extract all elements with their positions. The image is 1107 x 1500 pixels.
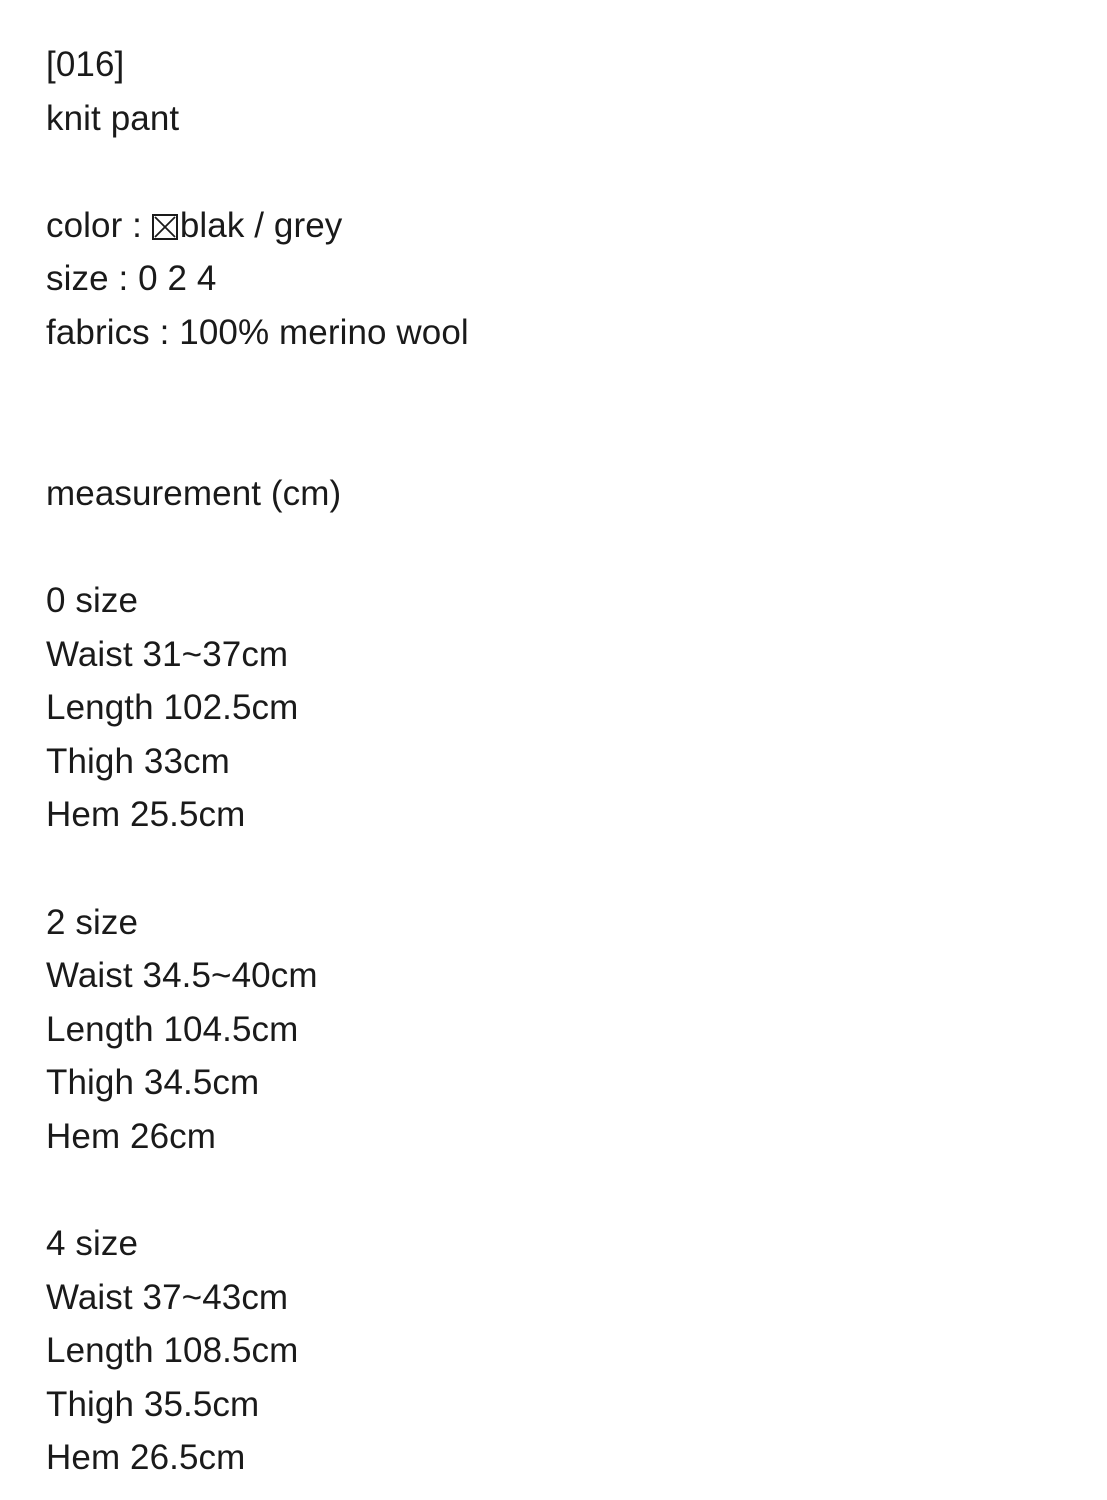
color-line (46, 199, 1066, 253)
fabrics-line: fabrics : 100% merino wool (46, 312, 469, 352)
thigh-measurement: Thigh 35.5cm (46, 1384, 260, 1424)
measurement-title: measurement (cm) (46, 473, 342, 513)
size-block-0 (46, 574, 1066, 842)
checkbox-x-icon (152, 214, 178, 240)
hem-measurement: Hem 25.5cm (46, 795, 246, 835)
size-line: size : 0 2 4 (46, 259, 217, 299)
size-label: 2 size (46, 902, 139, 942)
spacer (46, 842, 1066, 896)
length-measurement: Length 102.5cm (46, 688, 299, 728)
spacer (46, 1163, 1066, 1217)
waist-measurement: Waist 37~43cm (46, 1277, 289, 1317)
size-block-4 (46, 1217, 1066, 1485)
color-label: color : (46, 205, 152, 245)
product-code: [016] (46, 45, 125, 84)
waist-measurement: Waist 31~37cm (46, 634, 289, 674)
size-label: 0 size (46, 580, 139, 620)
size-block-2 (46, 896, 1066, 1164)
hem-measurement: Hem 26cm (46, 1116, 217, 1156)
waist-measurement: Waist 34.5~40cm (46, 956, 318, 996)
length-measurement: Length 108.5cm (46, 1331, 299, 1371)
spacer (46, 520, 1066, 574)
color-value: blak / grey (179, 205, 343, 245)
thigh-measurement: Thigh 34.5cm (46, 1063, 260, 1103)
product-spec-document (46, 38, 1066, 1485)
hem-measurement: Hem 26.5cm (46, 1438, 246, 1478)
size-label: 4 size (46, 1224, 139, 1264)
thigh-measurement: Thigh 33cm (46, 741, 230, 781)
spacer (46, 360, 1066, 467)
length-measurement: Length 104.5cm (46, 1009, 299, 1049)
product-name: knit pant (46, 98, 180, 138)
spacer (46, 145, 1066, 199)
